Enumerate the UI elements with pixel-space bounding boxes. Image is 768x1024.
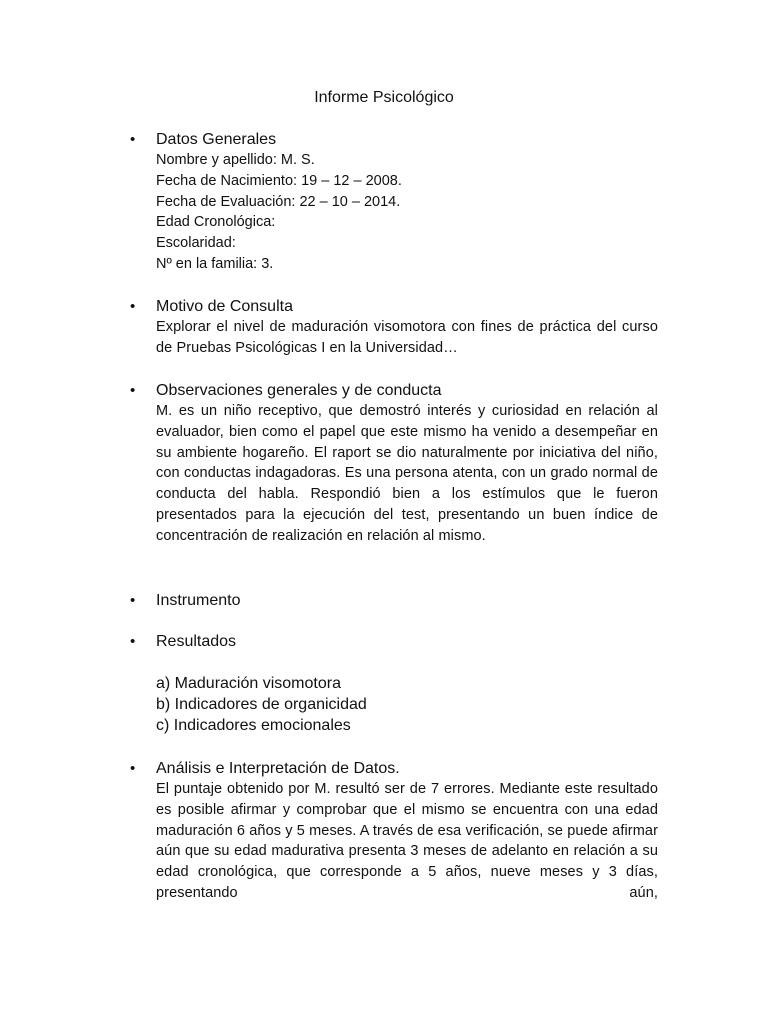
datos-edad-cronologica: Edad Cronológica: <box>156 214 276 231</box>
resultados-item: a) Maduración visomotora <box>156 675 341 692</box>
section-resultados <box>130 631 658 652</box>
datos-numero-familia: Nº en la familia: 3. <box>156 255 274 272</box>
section-heading-resultados: Resultados <box>156 633 237 650</box>
document-title: Informe Psicológico <box>314 89 454 106</box>
section-heading-observaciones: Observaciones generales y de conducta <box>156 382 442 399</box>
datos-fecha-nacimiento: Fecha de Nacimiento: 19 – 12 – 2008. <box>156 172 402 189</box>
motivo-consulta-text: Explorar el nivel de maduración visomotora con fines de práctica del curso de Pruebas Psicológicas I en la Universidad… <box>156 319 658 356</box>
datos-fecha-evaluacion: Fecha de Evaluación: 22 – 10 – 2014. <box>156 193 401 210</box>
resultados-item: c) Indicadores emocionales <box>156 716 351 734</box>
resultados-list <box>156 674 658 736</box>
section-heading-motivo-consulta: Motivo de Consulta <box>156 298 293 315</box>
bullet-icon: • <box>130 382 136 399</box>
bullet-icon: • <box>130 592 136 609</box>
observaciones-text: M. es un niño receptivo, que demostró interés y curiosidad en relación al evaluador, bien como el papel que este mismo ha venido a desempeñar en su ambiente hogareño. El raport se dio naturalmente por iniciativa del niño, con conductas indagadoras. Es una persona atenta, con un grado normal de conducta del habla. Respondió bien a los estímulos que le fueron presentados para la ejecución del test, presentando un buen índice de concentración de realización en relación al mismo. <box>156 403 658 544</box>
section-observaciones <box>130 380 658 547</box>
bullet-icon: • <box>130 131 136 148</box>
section-heading-instrumento: Instrumento <box>156 592 241 609</box>
section-datos-generales <box>130 129 658 275</box>
section-heading-analisis: Análisis e Interpretación de Datos. <box>156 760 400 777</box>
section-motivo-consulta <box>130 296 658 359</box>
section-analisis <box>130 758 658 904</box>
resultados-item: b) Indicadores de organicidad <box>156 695 367 713</box>
section-heading-datos-generales: Datos Generales <box>156 131 277 148</box>
bullet-icon: • <box>130 760 136 777</box>
bullet-icon: • <box>130 633 136 650</box>
datos-nombre: Nombre y apellido: M. S. <box>156 152 315 168</box>
datos-escolaridad: Escolaridad: <box>156 235 236 252</box>
section-instrumento <box>130 590 658 611</box>
bullet-icon: • <box>130 298 136 315</box>
analisis-text: El puntaje obtenido por M. resultó ser de 7 errores. Mediante este resultado es posible afirmar y comprobar que el mismo se encuentra con una edad maduración 6 años y 5 meses. A través de esa verificación, se puede afirmar aún que su edad madurativa presenta 3 meses de adelanto en relación a su edad cronológica, que corresponde a 5 años, nueve meses y 3 días, presentando aún, <box>156 781 658 901</box>
